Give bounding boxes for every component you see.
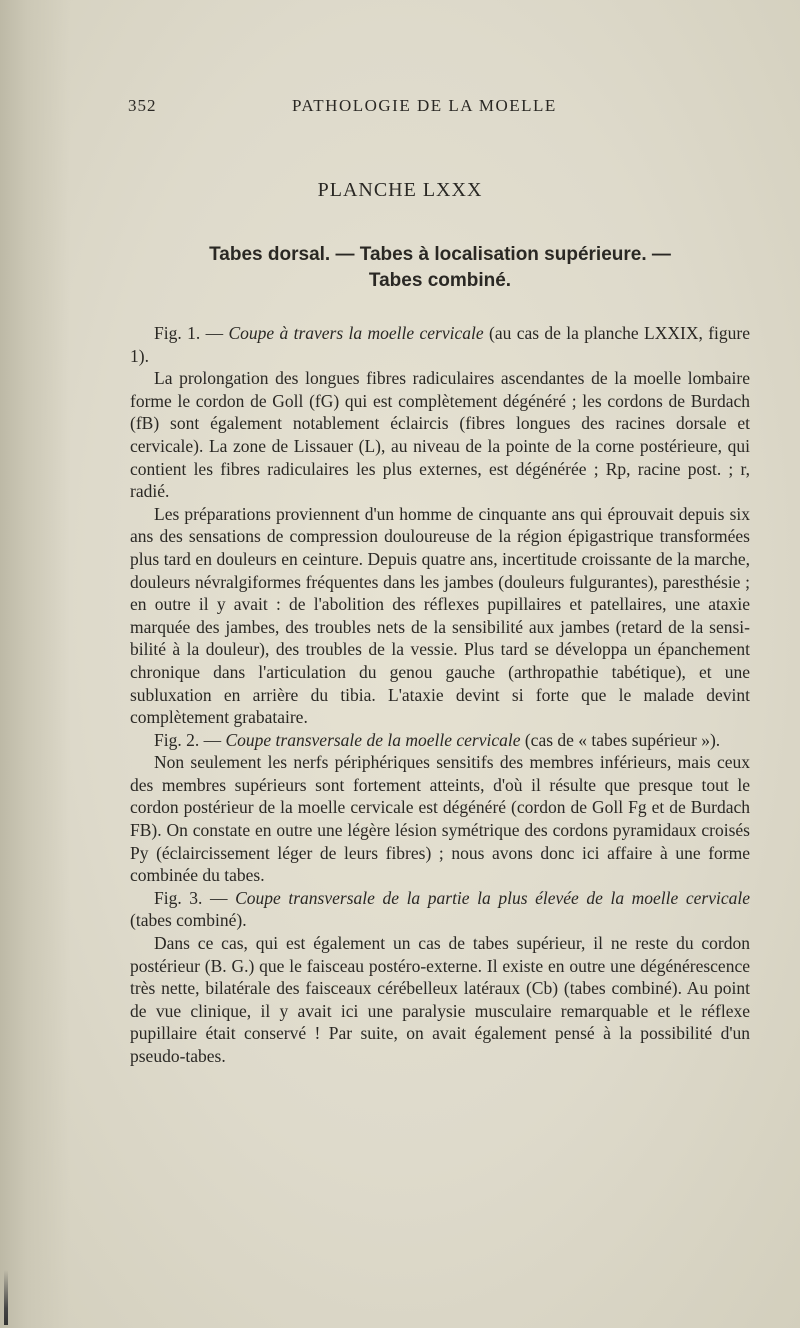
fig3-paragraph-1: Dans ce cas, qui est également un cas de tabes supérieur, il ne reste du cordon postérieur (B. G.) que le faisceau postéro-externe. Il existe en outre une dégénérescence très nette, bilatérale des faisceaux cérébelleux latéraux (Cb) (tabes combiné). Au point de vue clinique, il y avait ici une paralysie musculaire remarquable et le réflexe pupillaire était conservé ! Par suite, on avait également pensé à la possibilité d'un pseudo-tabes.: [130, 933, 750, 1066]
fig2-caption: [130, 729, 750, 752]
fig2-paragraph-1: Non seulement les nerfs périphériques sensitifs des membres inférieurs, mais ceux des membres supérieurs sont fortement atteints, d'où il résulte que presque tout le cordon postérieur de la moelle cervicale est dégénéré (cordon de Goll Fg et de Burdach FB). On constate en outre une légère lésion symétrique des cordons pyramidaux croisés Py (éclaircissement léger de leurs fibres) ; nous avons donc ici affaire à une forme combinée du tabes.: [130, 752, 750, 886]
body-text: [130, 322, 750, 1068]
fig2-label: Fig. 2. —: [154, 729, 222, 750]
running-title: PATHOLOGIE DE LA MOELLE: [292, 96, 557, 115]
headline-line-2: Tabes combiné.: [368, 270, 512, 291]
fig2-caption-title: Coupe transversale de la moelle cervicale: [225, 729, 521, 750]
headline-line-1: Tabes dorsal. — Tabes à localisation supérieure. —: [209, 244, 671, 265]
fig2-caption-rest: (cas de « tabes supérieur »).: [524, 729, 721, 750]
margin-mark: [4, 1270, 8, 1325]
fig3-label: Fig. 3. —: [154, 887, 228, 908]
running-head: [128, 96, 750, 120]
fig3-caption-rest: (tabes combiné).: [130, 910, 247, 931]
plate-headline: [130, 242, 750, 294]
fig1-caption: [130, 322, 750, 367]
fig3-caption: [130, 887, 750, 932]
fig1-paragraph-1: La prolongation des longues fibres radiculaires ascendantes de la moelle lombaire forme le cordon de Goll (fG) qui est complètement dégénéré ; les cordons de Burdach (fB) sont également notablement éclaircis (fibres longues des racines dorsale et cervicale). La zone de Lissauer (L), au niveau de la pointe de la corne postérieure, qui contient les fibres radiculaires les plus externes, est dégénérée ; Rp, racine post. ; r, radié.: [130, 368, 750, 502]
fig1-caption-rest: (au cas de la planche LXXIX, figure 1).: [130, 323, 750, 366]
fig1-caption-title: Coupe à travers la moelle cervicale: [228, 323, 484, 343]
plate-title: PLANCHE LXXX: [317, 179, 483, 201]
page-number: 352: [128, 96, 157, 115]
fig1-paragraph-2: Les préparations proviennent d'un homme de cinquante ans qui éprouvait depuis six ans des sensations de compression douloureuse de la région épigastrique transformées plus tard en douleurs en ceinture. Depuis quatre ans, incertitude croissante de la marche, douleurs névralgiformes fréquentes dans les jambes (douleurs fulgurantes), paresthésie ; en outre il y avait : de l'abolition des réflexes pupillaires et patellaires, une ataxie marquée des jambes, des troubles nets de la sensibilité aux jambes (retard de la sensibilité à la douleur), des troubles de la vessie. Plus tard se développa un épanchement chronique dans l'articulation du genou gauche (arthropathie tabétique), et une subluxation en arrière du tibia. L'ataxie devint si forte que le malade devint complètement grabataire.: [130, 503, 750, 728]
fig3-caption-title: Coupe transversale de la partie la plus élevée de la moelle cervicale: [235, 887, 750, 908]
fig1-label: Fig. 1. —: [154, 323, 224, 343]
